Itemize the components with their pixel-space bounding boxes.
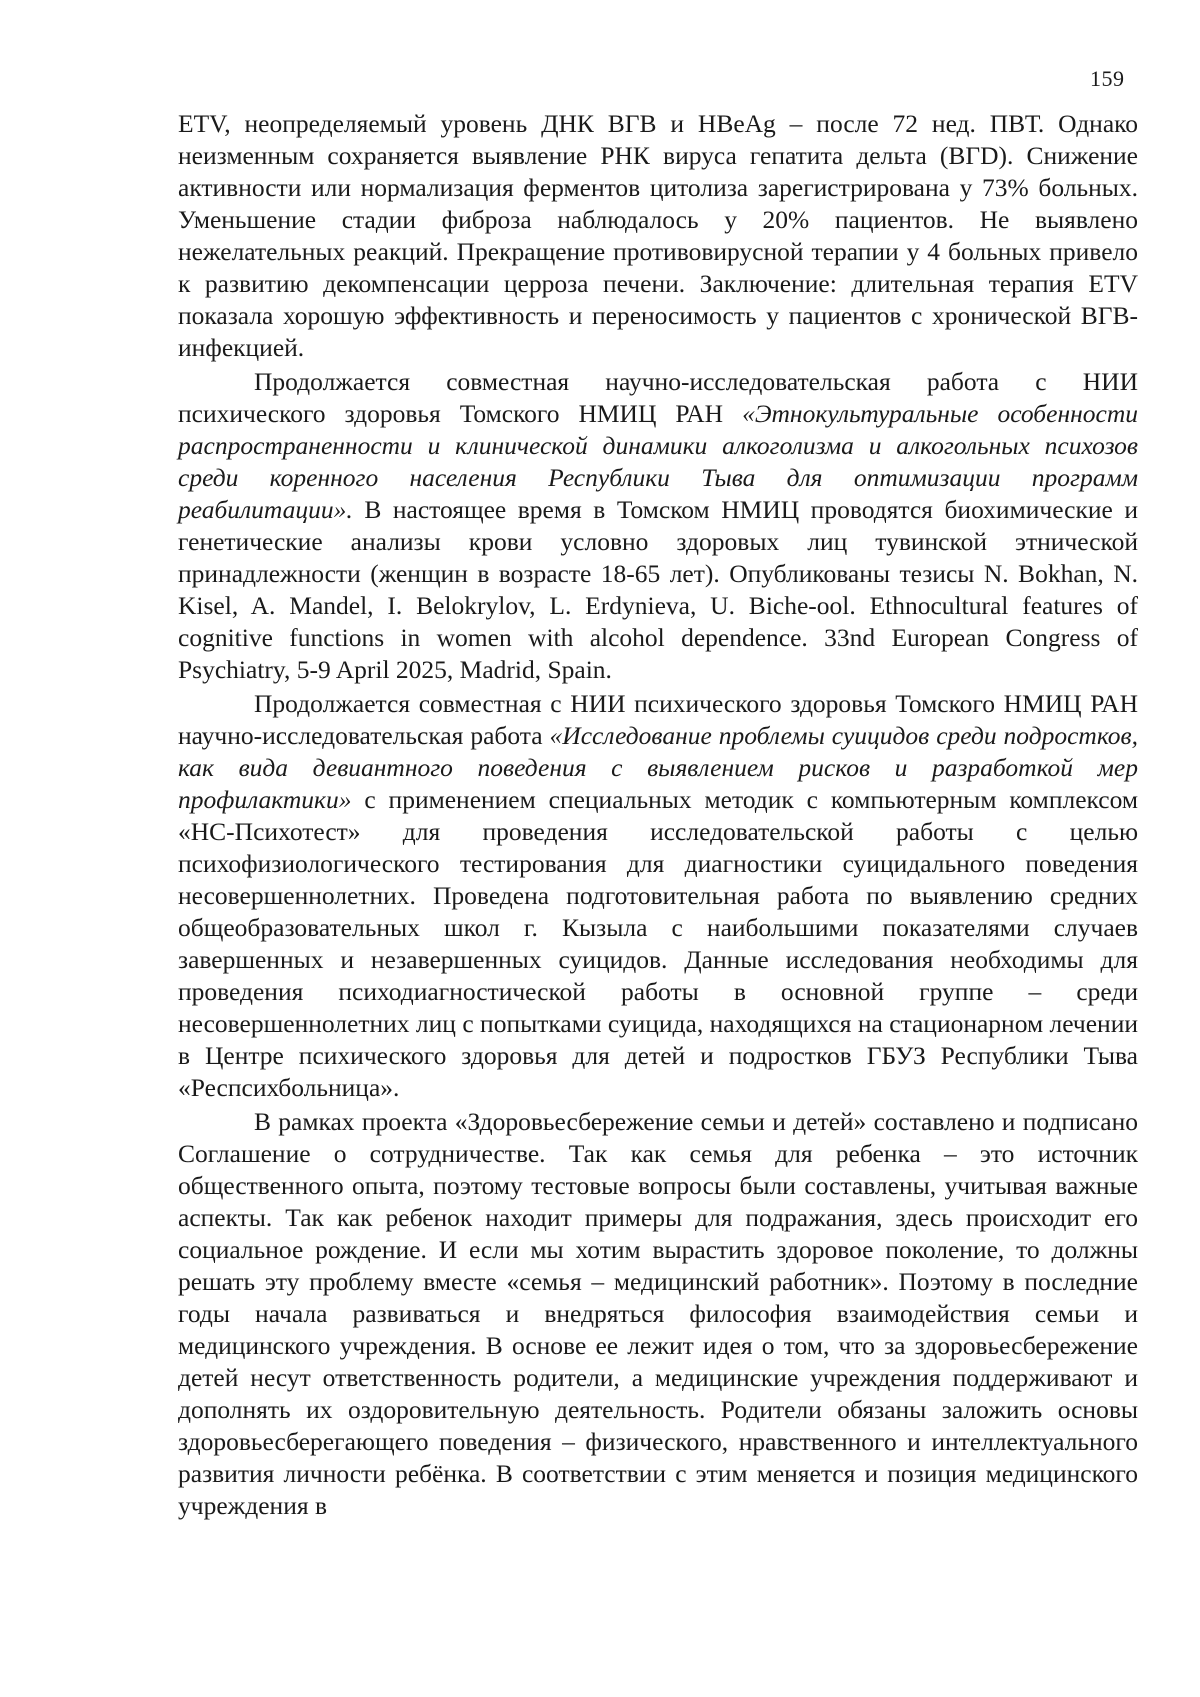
paragraph-family-health: В рамках проекта «Здоровьесбережение семьи и детей» составлено и подписано Соглашение о сотрудничестве. Так как семья для ребенка – это источник общественного опыта, поэтому тестовые вопросы были составлены, учитывая важные аспекты. Так как ребенок находит примеры для подражания, здесь происходит его социальное рождение. И если мы хотим вырастить здоровое поколение, то должны решать эту проблему вместе «семья – медицинский работник». Поэтому в последние годы начала развиваться и внедряться философия взаимодействия семьи и медицинского учреждения. В основе ее лежит идея о том, что за здоровьесбережение детей несут ответственность родители, а медицинские учреждения поддерживают и дополнять их оздоровительную деятельность. Родители обязаны заложить основы здоровьесберегающего поведения – физического, нравственного и интеллектуального развития личности ребёнка. В соответствии с этим меняется и позиция медицинского учреждения в <box>178 1107 1138 1520</box>
paragraph-text: с применением специальных методик с компьютерным комплексом «НС-Психотест» для проведения исследовательской работы с целью психофизиологического тестирования для диагностики суицидального поведения несовершеннолетних. Проведена подготовительная работа по выявлению средних общеобразовательных школ г. Кызыла с наибольшими показателями случаев завершенных и незавершенных суицидов. Данные исследования необходимы для проведения психодиагностической работы в основной группе – среди несовершеннолетних лиц с попытками суицида, находящихся на стационарном лечении в Центре психического здоровья для детей и подростков ГБУЗ Республики Тыва «Респсихбольница». <box>178 785 1138 1102</box>
body-text <box>178 108 1138 1522</box>
paragraph-text: Продолжается совместная с НИИ психического здоровья Томского НМИЦ РАН научно-исследовательская работа <box>178 689 1138 750</box>
project-title: «Этнокультуральные особенности распространенности и клинической динамики алкоголизма и алкогольных психозов среди коренного населения Республики Тыва для оптимизации программ реабилитации». <box>178 399 1138 524</box>
project-title: «Исследование проблемы суицидов среди подростков, как вида девиантного поведения с выявлением рисков и разработкой мер профилактики» <box>178 721 1138 814</box>
paragraph-ethnocultural-study <box>178 366 1138 686</box>
paragraph-text: Продолжается совместная научно-исследовательская работа с НИИ психического здоровья Томского НМИЦ РАН <box>178 367 1138 428</box>
paragraph-text: В настоящее время в Томском НМИЦ проводятся биохимические и генетические анализы крови условно здоровых лиц тувинской этнической принадлежности (женщин в возрасте 18-65 лет). Опубликованы тезисы N. Bokhan, N. Kisel, A. Mandel, I. Belokrylov, L. Erdynieva, U. Biche-ool. Ethnocultural features of cognitive functions in women with alcohol dependence. 33nd European Congress of Psychiatry, 5-9 April 2025, Madrid, Spain. <box>178 495 1138 684</box>
paragraph-suicide-study <box>178 688 1138 1104</box>
paragraph-continuation: ETV, неопределяемый уровень ДНК ВГВ и HBeAg – после 72 нед. ПВТ. Однако неизменным сохраняется выявление РНК вируса гепатита дельта (ВГD). Снижение активности или нормализация ферментов цитолиза зарегистрирована у 73% больных. Уменьшение стадии фиброза наблюдалось у 20% пациентов. Не выявлено нежелательных реакций. Прекращение противовирусной терапии у 4 больных привело к развитию декомпенсации церроза печени. Заключение: длительная терапия ETV показала хорошую эффективность и переносимость у пациентов с хронической ВГВ-инфекцией. <box>178 109 1138 362</box>
page-number: 159 <box>1090 66 1125 91</box>
